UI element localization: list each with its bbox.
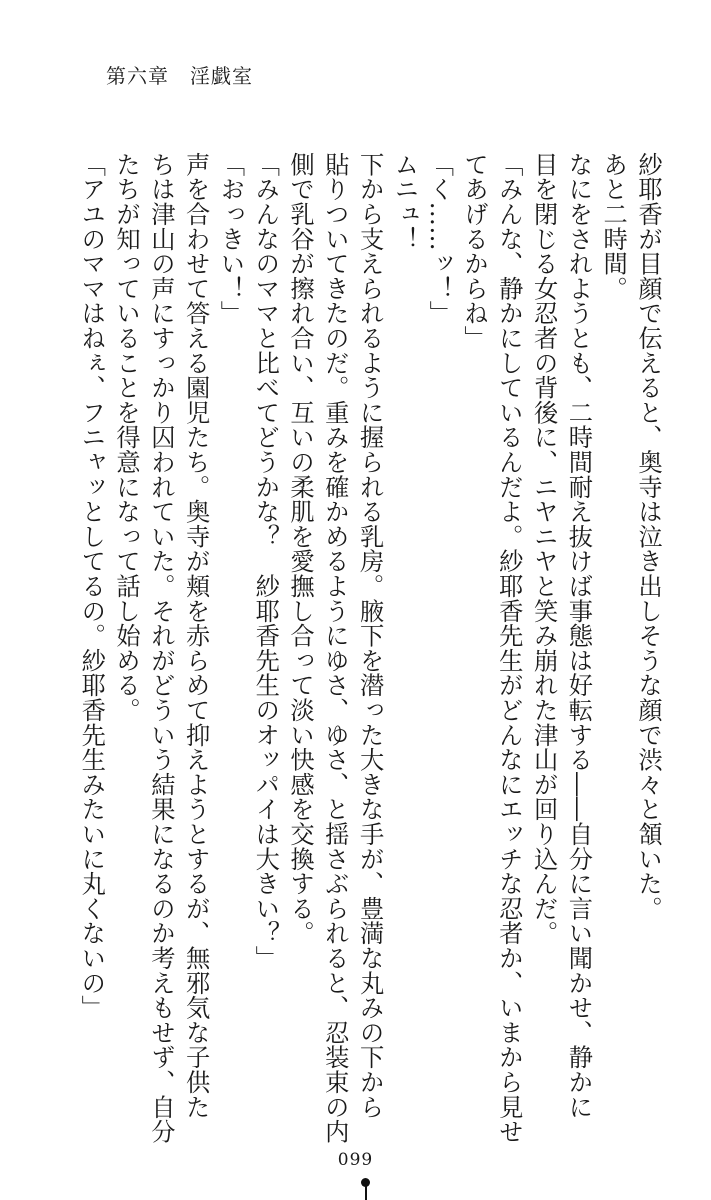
text-line: あと二時間。 <box>599 152 629 301</box>
text-line: 貼りついてきたのだ。重みを確かめるようにゆさ、ゆさ、と揺さぶられると、忍装束の内 <box>320 152 350 1144</box>
text-line: 「おっきい！」 <box>216 152 246 326</box>
text-line: 目を閉じる女忍者の背後に、ニヤニヤと笑み崩れた津山が回り込んだ。 <box>529 152 559 946</box>
text-line: てあげるからね」 <box>460 152 490 351</box>
text-line: 「く……ッ！」 <box>425 152 455 326</box>
chapter-header: 第六章 淫戯室 <box>106 64 253 88</box>
text-line: 「アユのママはねぇ、フニャッとしてるの。紗耶香先生みたいに丸くないの」 <box>77 152 107 1020</box>
text-line: ちは津山の声にすっかり囚われていた。それがどういう結果になるのか考えもせず、自分 <box>146 152 176 1144</box>
page-number: 099 <box>337 1150 374 1170</box>
body-text <box>73 152 665 1144</box>
text-line: 「みんなのママと比べてどうかな？ 紗耶香先生のオッパイは大きい？」 <box>251 152 281 971</box>
text-line: 声を合わせて答える園児たち。奥寺が頬を赤らめて抑えようとするが、無邪気な子供た <box>181 152 211 1120</box>
text-line: なにをされようとも、二時間耐え抜けば事態は好転する――自分に言い聞かせ、静かに <box>564 152 594 1120</box>
text-line: 「みんな、静かにしているんだよ。紗耶香先生がどんなにエッチな忍者か、いまから見せ <box>494 152 524 1144</box>
text-line: ムニュ！ <box>390 152 420 252</box>
text-line: 下から支えられるように握られる乳房。腋下を潜った大きな手が、豊満な丸みの下から <box>355 152 385 1120</box>
bookmark-ribbon-line <box>365 1186 367 1200</box>
text-line: 側で乳谷が擦れ合い、互いの柔肌を愛撫し合って淡い快感を交換する。 <box>286 152 316 946</box>
text-line: たちが知っていることを得意になって話し始める。 <box>112 152 142 723</box>
text-line: 紗耶香が目顔で伝えると、奥寺は泣き出しそうな顔で渋々と頷いた。 <box>634 152 663 921</box>
